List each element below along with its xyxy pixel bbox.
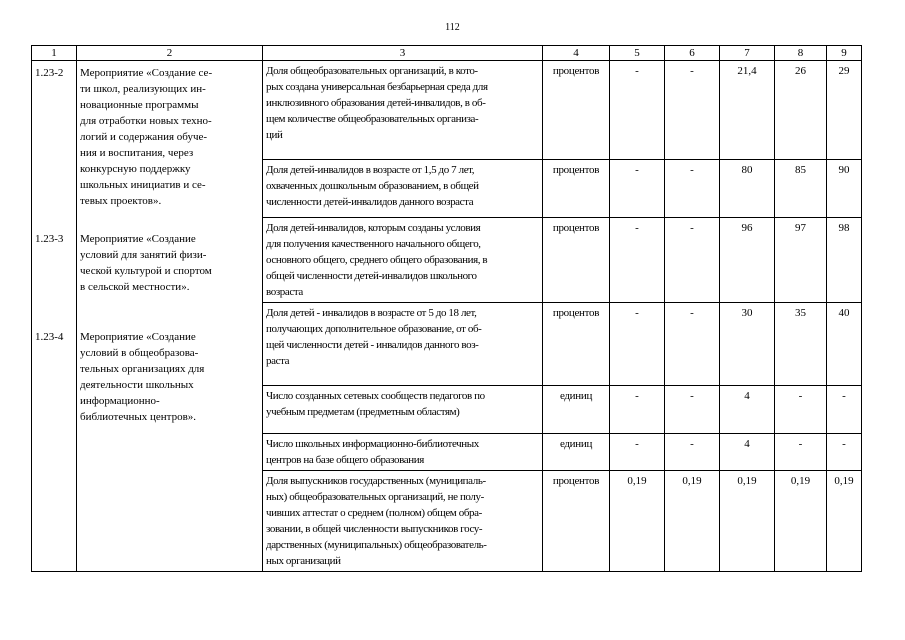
indicator-line: зовании, в общей численности выпускников госу- bbox=[266, 523, 483, 535]
event-line: для отработки новых техно- bbox=[80, 115, 212, 127]
event-line: Мероприятие «Создание bbox=[80, 331, 196, 343]
unit-cell: процентов bbox=[543, 303, 610, 386]
event-line: ческой культурой и спортом bbox=[80, 265, 212, 277]
event-line: библиотечных центров». bbox=[80, 411, 197, 423]
value-cell-9: 90 bbox=[827, 160, 862, 218]
indicator-cell bbox=[263, 434, 543, 471]
value-cell-5: - bbox=[610, 434, 665, 471]
event-line: тельных организациях для bbox=[80, 363, 205, 375]
event-line: условий для занятий физи- bbox=[80, 249, 207, 261]
indicator-line: Доля общеобразовательных организаций, в кото- bbox=[266, 65, 478, 77]
value-cell-8: 26 bbox=[775, 61, 827, 160]
event-line: логий и содержания обуче- bbox=[80, 131, 208, 143]
value-cell-8: 0,19 bbox=[775, 471, 827, 572]
indicator-line: дарственных (муниципальных) общеобразователь- bbox=[266, 539, 487, 551]
value-cell-6: - bbox=[665, 61, 720, 160]
indicator-line: инклюзивного образования детей-инвалидов, в об- bbox=[266, 97, 486, 109]
event-line: ния и воспитания, через bbox=[80, 147, 194, 159]
value-cell-6: - bbox=[665, 386, 720, 434]
header-row bbox=[32, 46, 862, 61]
unit-cell: процентов bbox=[543, 160, 610, 218]
unit-cell: единиц bbox=[543, 434, 610, 471]
value-cell-6: - bbox=[665, 434, 720, 471]
col-header-7: 7 bbox=[720, 46, 775, 61]
indicator-line: общей численности детей-инвалидов школьного bbox=[266, 270, 477, 282]
col-header-1: 1 bbox=[32, 46, 77, 61]
indicator-line: численности детей-инвалидов данного возраста bbox=[266, 196, 474, 208]
event-line: в сельской местности». bbox=[80, 281, 190, 293]
unit-cell: процентов bbox=[543, 61, 610, 160]
event-description bbox=[80, 65, 259, 209]
indicator-cell bbox=[263, 386, 543, 434]
value-cell-7: 80 bbox=[720, 160, 775, 218]
value-cell-9: - bbox=[827, 386, 862, 434]
value-cell-7: 4 bbox=[720, 386, 775, 434]
event-line: деятельности школьных bbox=[80, 379, 194, 391]
event-line: новационные программы bbox=[80, 99, 199, 111]
value-cell-9: - bbox=[827, 434, 862, 471]
value-cell-6: - bbox=[665, 160, 720, 218]
value-cell-7: 4 bbox=[720, 434, 775, 471]
value-cell-6: - bbox=[665, 218, 720, 303]
event-line: Мероприятие «Создание bbox=[80, 233, 196, 245]
event-description bbox=[80, 329, 259, 425]
value-cell-9: 98 bbox=[827, 218, 862, 303]
code-cell bbox=[32, 61, 77, 572]
col-header-4: 4 bbox=[543, 46, 610, 61]
unit-cell: процентов bbox=[543, 218, 610, 303]
value-cell-8: - bbox=[775, 434, 827, 471]
value-cell-5: - bbox=[610, 303, 665, 386]
value-cell-5: - bbox=[610, 386, 665, 434]
indicators-table bbox=[31, 45, 862, 572]
value-cell-9: 29 bbox=[827, 61, 862, 160]
indicator-line: ций bbox=[266, 129, 283, 141]
indicator-line: охваченных дошкольным образованием, в общей bbox=[266, 180, 479, 192]
event-line: ти школ, реализующих ин- bbox=[80, 83, 206, 95]
indicator-line: для получения качественного начального общего, bbox=[266, 238, 481, 250]
event-cell bbox=[77, 61, 263, 572]
col-header-9: 9 bbox=[827, 46, 862, 61]
col-header-3: 3 bbox=[263, 46, 543, 61]
value-cell-8: 35 bbox=[775, 303, 827, 386]
col-header-2: 2 bbox=[77, 46, 263, 61]
event-code: 1.23-2 bbox=[35, 67, 64, 79]
event-line: конкурсную поддержку bbox=[80, 163, 191, 175]
value-cell-7: 96 bbox=[720, 218, 775, 303]
event-code: 1.23-3 bbox=[35, 233, 64, 245]
indicator-line: раста bbox=[266, 355, 290, 367]
indicator-line: центров на базе общего образования bbox=[266, 454, 424, 466]
value-cell-7: 30 bbox=[720, 303, 775, 386]
indicator-line: Число школьных информационно-библиотечных bbox=[266, 438, 479, 450]
event-code: 1.23-4 bbox=[35, 331, 64, 343]
value-cell-5: - bbox=[610, 61, 665, 160]
value-cell-5: - bbox=[610, 160, 665, 218]
value-cell-9: 40 bbox=[827, 303, 862, 386]
table-row bbox=[32, 61, 862, 160]
indicator-line: Доля детей - инвалидов в возрасте от 5 до 18 лет, bbox=[266, 307, 477, 319]
indicator-line: щей численности детей - инвалидов данного воз- bbox=[266, 339, 479, 351]
indicator-line: учебным предметам (предметным областям) bbox=[266, 406, 460, 418]
value-cell-8: 85 bbox=[775, 160, 827, 218]
event-description bbox=[80, 231, 259, 295]
value-cell-8: 97 bbox=[775, 218, 827, 303]
event-line: информационно- bbox=[80, 395, 160, 407]
col-header-8: 8 bbox=[775, 46, 827, 61]
col-header-5: 5 bbox=[610, 46, 665, 61]
indicator-cell bbox=[263, 61, 543, 160]
indicator-line: получающих дополнительное образование, от об- bbox=[266, 323, 482, 335]
indicator-line: Доля детей-инвалидов в возрасте от 1,5 до 7 лет, bbox=[266, 164, 475, 176]
value-cell-7: 0,19 bbox=[720, 471, 775, 572]
value-cell-6: 0,19 bbox=[665, 471, 720, 572]
value-cell-9: 0,19 bbox=[827, 471, 862, 572]
value-cell-5: - bbox=[610, 218, 665, 303]
indicator-cell bbox=[263, 471, 543, 572]
page-number: 112 bbox=[445, 22, 460, 33]
event-line: школьных инициатив и се- bbox=[80, 179, 206, 191]
indicator-line: щем количестве общеобразовательных организа- bbox=[266, 113, 479, 125]
indicator-line: чивших аттестат о среднем (полном) общем обра- bbox=[266, 507, 482, 519]
indicator-line: Доля выпускников государственных (муниципаль- bbox=[266, 475, 486, 487]
value-cell-7: 21,4 bbox=[720, 61, 775, 160]
col-header-6: 6 bbox=[665, 46, 720, 61]
indicator-cell bbox=[263, 303, 543, 386]
indicator-line: возраста bbox=[266, 286, 303, 298]
indicator-cell bbox=[263, 218, 543, 303]
event-line: условий в общеобразова- bbox=[80, 347, 199, 359]
value-cell-5: 0,19 bbox=[610, 471, 665, 572]
indicator-cell bbox=[263, 160, 543, 218]
value-cell-6: - bbox=[665, 303, 720, 386]
indicator-line: основного общего, среднего общего образования, в bbox=[266, 254, 488, 266]
indicator-line: Доля детей-инвалидов, которым созданы условия bbox=[266, 222, 481, 234]
event-line: тевых проектов». bbox=[80, 195, 162, 207]
indicator-line: рых создана универсальная безбарьерная среда для bbox=[266, 81, 488, 93]
indicator-line: ных) общеобразовательных организаций, не полу- bbox=[266, 491, 484, 503]
unit-cell: процентов bbox=[543, 471, 610, 572]
unit-cell: единиц bbox=[543, 386, 610, 434]
event-line: Мероприятие «Создание се- bbox=[80, 67, 213, 79]
indicator-line: Число созданных сетевых сообществ педагогов по bbox=[266, 390, 485, 402]
value-cell-8: - bbox=[775, 386, 827, 434]
indicator-line: ных организаций bbox=[266, 555, 341, 567]
